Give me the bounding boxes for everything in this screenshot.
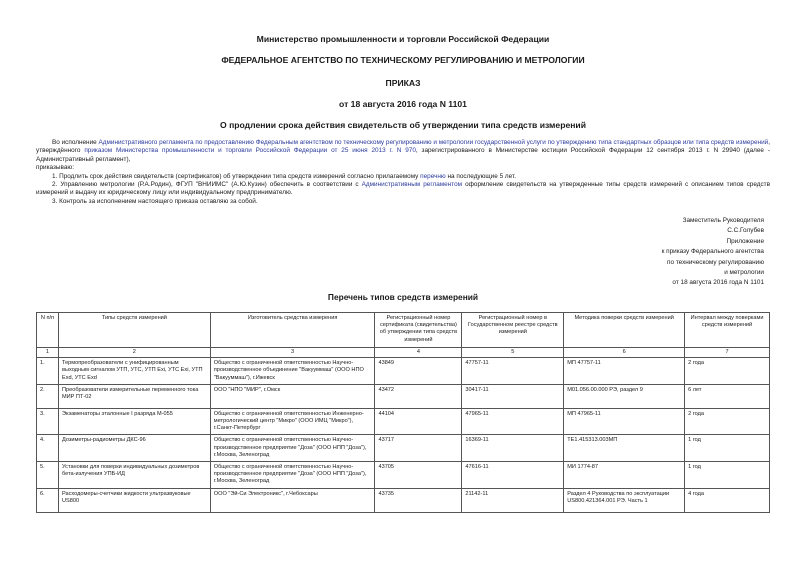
preamble-mid: , утверждённого	[36, 139, 770, 155]
table-row	[37, 488, 770, 512]
manufacturer: Общество с ограниченной ответственностью Научно-производственное предприятие "Доза" (ООО НПП "Доза"), г.Москва, Зеленоград	[210, 435, 375, 462]
certificate-number: 43849	[375, 358, 462, 385]
registry-number: 47757-11	[462, 358, 564, 385]
item-2-text-b: оформление свидетельств на утвержденные типы средств измерений с описанием типов средств измерений и выдачу их юридическому лицу или индивидуальному предпринимателю.	[36, 181, 770, 197]
appendix-line-1: к приказу Федерального агентства	[661, 248, 764, 256]
verification-method: МП 47965-11	[564, 408, 685, 435]
table-row	[37, 435, 770, 462]
table-row	[37, 384, 770, 408]
certificate-number: 43717	[375, 435, 462, 462]
table-header-row	[37, 313, 770, 348]
certificate-number: 44104	[375, 408, 462, 435]
col-header-manufacturer: Изготовитель средства измерения	[210, 313, 375, 348]
item-2-text-a: 2. Управлению метрологии (Р.А.Родин), ФГУП "ВНИИМС" (А.Ю.Кузин) обеспечить в соответствии с	[52, 181, 362, 189]
instrument-type: Термопреобразователи с унифицированным выходным сигналом УТП, УТС, УТП Exi, УТС Exi, УТП Exd, УТС Exd	[58, 358, 210, 385]
manufacturer: ООО "Эй-Си Электроникс", г.Чебоксары	[210, 488, 375, 512]
manufacturer: ООО "НПО "МИР", г.Омск	[210, 384, 375, 408]
verification-interval: 1 год	[685, 435, 770, 462]
instrument-type: Расходомеры-счетчики жидкости ультразвуковые US800	[58, 488, 210, 512]
list-title: Перечень типов средств измерений	[327, 292, 479, 302]
order-date-number: от 18 августа 2016 года N 1101	[339, 99, 467, 109]
table-row	[37, 462, 770, 489]
verification-method: Раздел 4 Руководства по эксплуатации US800.421364.001 РЭ. Часть 1	[564, 488, 685, 512]
registry-number: 30417-11	[462, 384, 564, 408]
item-1-text-b: на последующие 5 лет.	[445, 172, 516, 180]
verification-interval: 2 года	[685, 358, 770, 385]
item-1	[36, 173, 770, 181]
preamble-tail: , зарегистрированного в Министерстве юстиции Российской Федерации 12 сентября 2013 г. N 29940 (далее - Административный регламент),	[36, 147, 770, 163]
registry-number: 16369-11	[462, 435, 564, 462]
row-number: 1.	[37, 358, 59, 385]
column-number-row	[37, 348, 770, 358]
appendix-label: Приложение	[726, 237, 764, 245]
manufacturer: Общество с ограниченной ответственностью Инженерно-метрологический центр "Микро" (ООО ИМЦ "Микро"), г.Санкт-Петербург	[210, 408, 375, 435]
item-2	[36, 181, 770, 198]
doc-type-heading: ПРИКАЗ	[385, 78, 421, 88]
col-num: 4	[375, 348, 462, 358]
certificate-number: 43735	[375, 488, 462, 512]
document-page	[36, 30, 770, 504]
item-1-text-a: 1. Продлить срок действия свидетельств (сертификатов) об утверждении типа средств измерений согласно прилагаемому	[52, 172, 421, 180]
col-header-method: Методика поверки средств измерений	[564, 313, 685, 348]
col-num: 7	[685, 348, 770, 358]
registry-number: 47965-11	[462, 408, 564, 435]
appendix-line-3: и метрологии	[724, 269, 764, 277]
col-header-registry: Регистрационный номер в Государственном реестре средств измерений	[462, 313, 564, 348]
list-link[interactable]: перечню	[420, 172, 446, 180]
manufacturer: Общество с ограниченной ответственностью Научно-производственное предприятие "Доза" (ООО НПП "Доза"), г.Москва, Зеленоград	[210, 462, 375, 489]
order-subject: О продлении срока действия свидетельств об утверждении типа средств измерений	[220, 120, 586, 130]
row-number: 5.	[37, 462, 59, 489]
instrument-type: Дозиметры-радиометры ДКС-96	[58, 435, 210, 462]
col-header-certificate: Регистрационный номер сертификата (свидетельства) об утверждении типа средств измерений	[375, 313, 462, 348]
verification-interval: 4 года	[685, 488, 770, 512]
col-num: 1	[37, 348, 59, 358]
row-number: 4.	[37, 435, 59, 462]
registry-number: 47616-11	[462, 462, 564, 489]
verification-method: М01.056.00.000 РЭ, раздел 9	[564, 384, 685, 408]
verification-method: МИ 1774-87	[564, 462, 685, 489]
col-header-number: N п/п	[37, 313, 59, 348]
verification-interval: 1 год	[685, 462, 770, 489]
order-body	[36, 139, 770, 206]
signature-name: С.С.Голубев	[727, 227, 764, 235]
certificate-number: 43705	[375, 462, 462, 489]
ministry-heading: Министерство промышленности и торговли Российской Федерации	[256, 34, 550, 44]
instrument-type: Установки для поверки индивидуальных дозиметров бета-излучения УПБ-ИД	[58, 462, 210, 489]
col-num: 6	[564, 348, 685, 358]
instrument-type: Экзаменаторы эталонные I разряда М-055	[58, 408, 210, 435]
verification-method: ТЕ1.415313.003МП	[564, 435, 685, 462]
admin-regulation-link-2[interactable]: Административным регламентом	[361, 181, 463, 189]
signature-position: Заместитель Руководителя	[682, 217, 764, 224]
ministry-order-link[interactable]: приказом Министерства промышленности и торговли Российской Федерации от 25 июня 2013 г. N 970	[84, 147, 416, 155]
row-number: 3.	[37, 408, 59, 435]
verification-interval: 2 года	[685, 408, 770, 435]
col-num: 3	[210, 348, 375, 358]
col-num: 5	[462, 348, 564, 358]
table-row	[37, 408, 770, 435]
item-3: 3. Контроль за исполнением настоящего приказа оставляю за собой.	[52, 197, 258, 205]
appendix-line-4: от 18 августа 2016 года N 1101	[672, 279, 764, 287]
certificate-number: 43472	[375, 384, 462, 408]
appendix-line-2: по техническому регулированию	[667, 258, 764, 266]
registry-number: 21142-11	[462, 488, 564, 512]
row-number: 2.	[37, 384, 59, 408]
col-header-type: Типы средств измерений	[58, 313, 210, 348]
verification-method: МП 47757-11	[564, 358, 685, 385]
manufacturer: Общество с ограниченной ответственностью Научно-производственное объединение "Вакууммаш" (ООО НПО "Вакууммаш"), г.Ижевск	[210, 358, 375, 385]
verification-interval: 6 лет	[685, 384, 770, 408]
order-word: приказываю:	[36, 164, 74, 172]
preamble-paragraph	[36, 139, 770, 164]
preamble-lead: Во исполнение	[52, 139, 99, 146]
instrument-type: Преобразователи измерительные переменного тока МИР ПТ-02	[58, 384, 210, 408]
admin-regulation-link[interactable]: Административного регламента по предоставлению Федеральным агентством по техническому регулированию и метрологии государственной услуги по утверждению типа стандартных образцов или типа средств измерений	[98, 139, 769, 146]
col-num: 2	[58, 348, 210, 358]
measurement-types-table	[36, 312, 770, 513]
agency-heading: ФЕДЕРАЛЬНОЕ АГЕНТСТВО ПО ТЕХНИЧЕСКОМУ РЕГУЛИРОВАНИЮ И МЕТРОЛОГИИ	[221, 55, 585, 65]
table-row	[37, 358, 770, 385]
row-number: 6.	[37, 488, 59, 512]
signature-block	[662, 216, 764, 289]
col-header-interval: Интервал между поверками средств измерений	[685, 313, 770, 348]
